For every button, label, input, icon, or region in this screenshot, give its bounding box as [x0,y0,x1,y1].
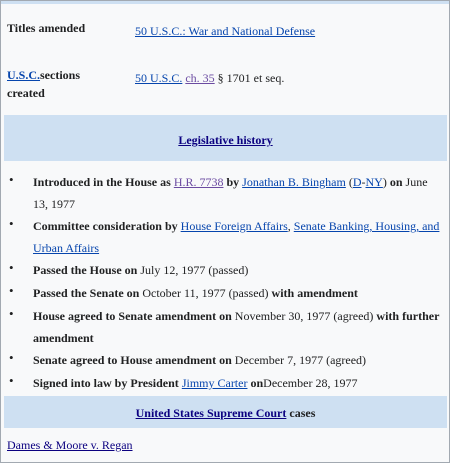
legislative-history-header [4,115,447,161]
titles-amended-link[interactable]: 50 U.S.C.: War and National Defense [135,24,316,38]
legislative-history-link[interactable]: Legislative history [178,133,273,147]
case-link-dames-moore[interactable]: Dames & Moore v. Regan [7,438,133,452]
bullet-icon: • [9,306,14,321]
history-text-fragment: by [223,175,243,189]
supreme-court-header-rest: cases [286,406,316,420]
history-text-fragment: ( [345,175,353,189]
history-text-fragment: - [361,175,366,189]
history-text-fragment: on [219,353,235,367]
history-text-fragment: December 28, 1977 [263,376,358,390]
usc-sections-label [7,66,80,102]
history-link[interactable]: House Foreign Affairs [180,219,288,233]
history-text-fragment: November 30, 1977 (agreed) [234,309,377,323]
supreme-court-link[interactable]: United States Supreme Court [135,406,287,420]
bullet-icon: • [9,283,14,298]
history-link[interactable]: Senate Banking, Housing, and Urban Affairs [33,219,440,255]
history-text-fragment: Committee consideration by [33,219,181,233]
history-text-fragment: Signed into law by President [33,376,182,390]
bullet-icon: • [9,260,14,275]
history-text-fragment: October 11, 1977 (passed) [142,286,272,300]
history-text-fragment: House agreed to Senate amendment [33,309,220,323]
history-text-fragment: Introduced in the House as [33,175,174,189]
usc-section-text: § 1701 et seq. [217,71,285,85]
history-text-fragment: ) [382,175,390,189]
history-text-fragment: on [247,376,264,390]
bullet-icon: • [9,373,14,388]
history-text-fragment: on [124,263,141,277]
history-text-fragment: Passed the House [33,263,125,277]
legislative-history-item-text [33,171,441,215]
supreme-court-header [4,396,447,428]
titles-amended-label: Titles amended [7,21,86,35]
usc-sections-label-rest: sections [40,68,81,82]
usc-link[interactable]: U.S.C. [7,68,41,82]
usc-sections-label-line2: created [7,86,45,100]
history-text-fragment: December 7, 1977 (agreed) [234,353,367,367]
history-text-fragment: on [219,309,235,323]
history-text-fragment: June 13, 1977 [33,175,428,211]
history-text-fragment: Senate agreed to House amendment [33,353,220,367]
history-link[interactable]: Jimmy Carter [181,376,248,390]
history-text-fragment: July 12, 1977 (passed) [140,263,249,277]
usc-title-50-link[interactable]: 50 U.S.C. [135,71,183,85]
infobox-top-strip [1,1,449,4]
history-link[interactable]: Jonathan B. Bingham [242,175,346,189]
usc-chapter-35-link[interactable]: ch. 35 [185,71,215,85]
legislative-history-item-text [33,372,441,394]
bullet-icon: • [9,172,14,187]
history-text-fragment: on [389,175,406,189]
legislative-history-item-text [33,305,441,349]
history-link[interactable]: D [352,175,362,189]
usc-sections-value [135,69,284,87]
bullet-icon: • [9,216,14,231]
history-text-fragment: with further amendment [33,309,440,345]
legislative-history-item-text [33,215,441,259]
history-link[interactable]: H.R. 7738 [173,175,224,189]
legislative-history-item-text [33,282,441,304]
history-text-fragment: , [287,219,294,233]
supreme-court-case [7,436,133,454]
history-text-fragment: on [126,286,143,300]
legislative-history-item-text [33,349,441,371]
bullet-icon: • [9,350,14,365]
legislative-history-item-text [33,259,441,281]
titles-amended-value [135,22,315,40]
history-link[interactable]: NY [365,175,383,189]
history-text-fragment: Passed the Senate [33,286,127,300]
history-text-fragment: with amendment [271,286,358,300]
